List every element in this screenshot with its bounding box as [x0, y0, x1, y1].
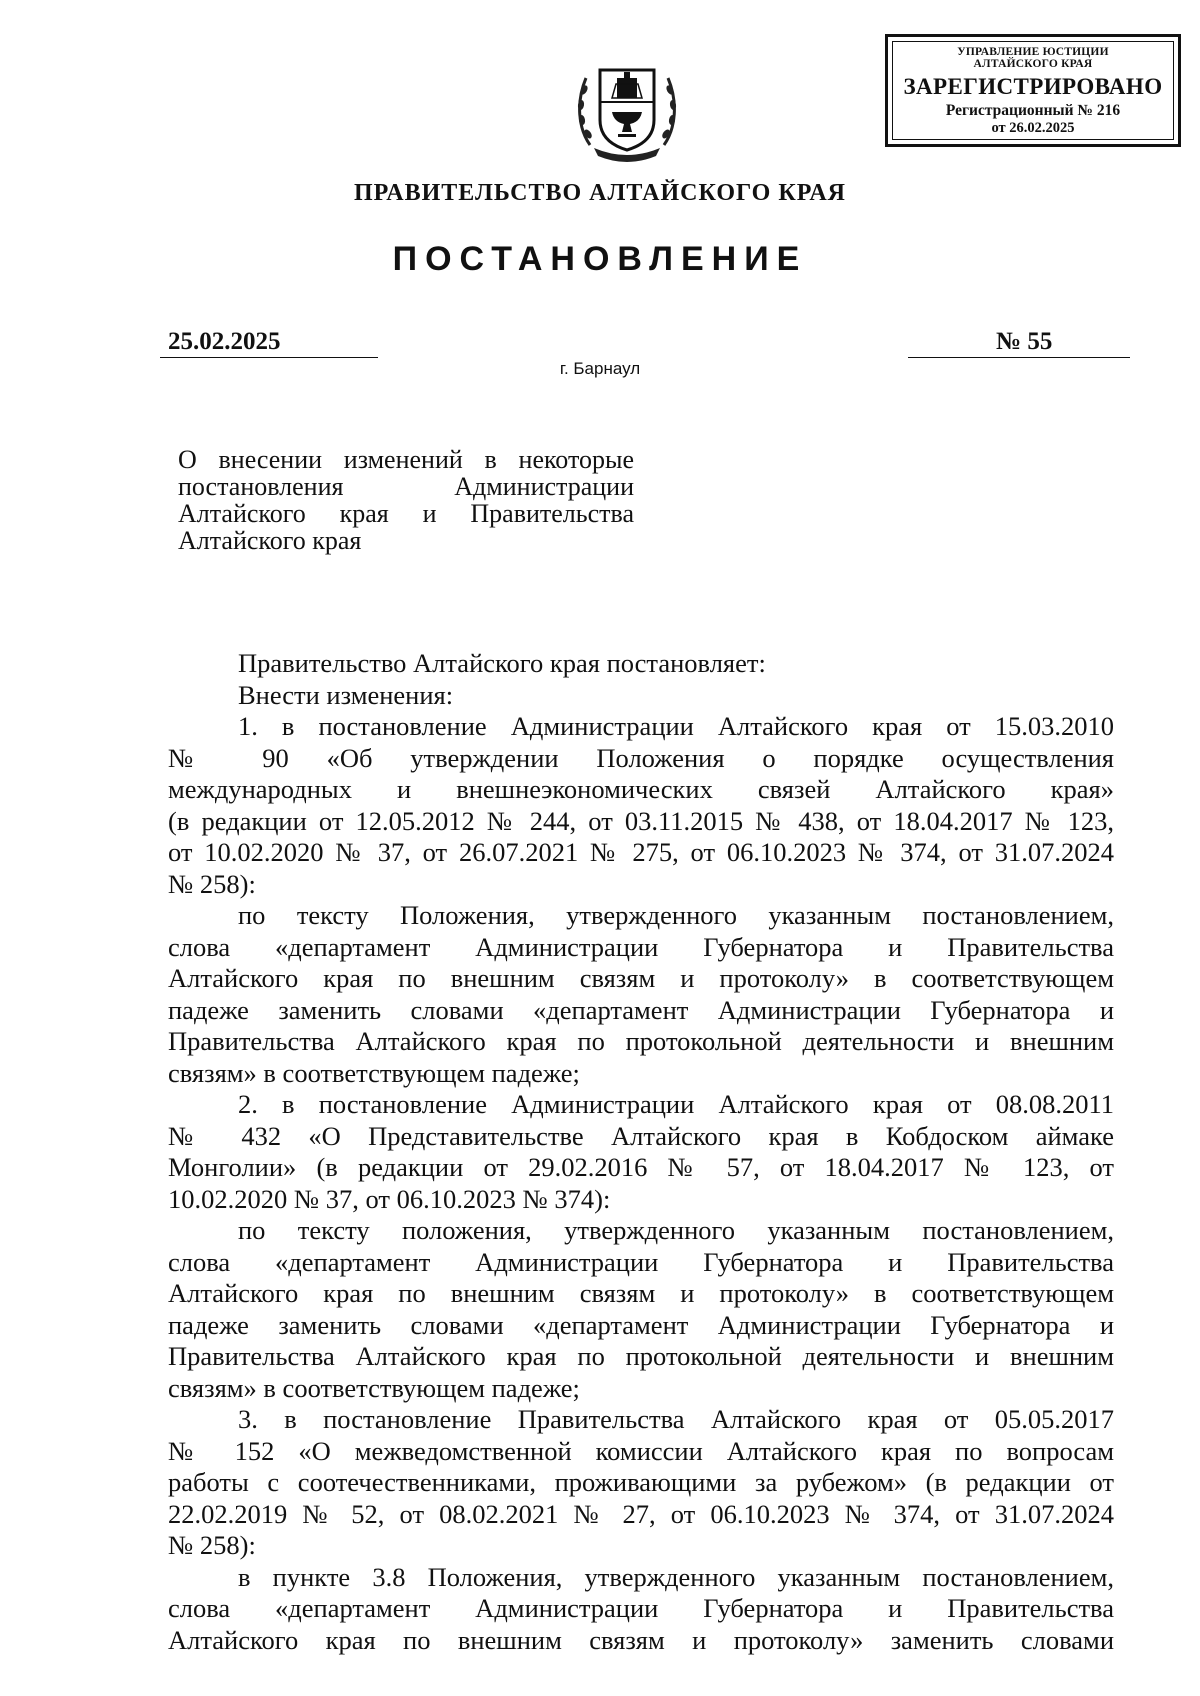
subject-line: Алтайского края [178, 526, 362, 555]
body-line: по тексту положения, утвержденного указанным постановлением, [238, 1215, 1114, 1245]
body-line: от 10.02.2020 № 37, от 26.07.2021 № 275, от 06.10.2023 № 374, от 31.07.2024 [168, 837, 1114, 867]
body-line: № 90 «Об утверждении Положения о порядке осуществления [168, 742, 1114, 773]
body-line: Правительство Алтайского края постановляет: [238, 648, 766, 678]
body-line: Алтайского края по внешним связям и протоколу» в соответствующем [168, 1278, 1114, 1308]
document-subject [178, 446, 634, 554]
body-line: падеже заменить словами «департамент Администрации Губернатора и [168, 1309, 1114, 1340]
body-line: (в редакции от 12.05.2012 № 244, от 03.11.2015 № 438, от 18.04.2017 № 123, [168, 805, 1114, 836]
body-line: Правительства Алтайского края по протокольной деятельности и внешним [168, 1026, 1114, 1056]
subject-line: О внесении изменений в некоторые [178, 445, 634, 474]
stamp-authority-line2: АЛТАЙСКОГО КРАЯ [973, 58, 1093, 70]
date-underline [160, 357, 378, 358]
body-line: слова «департамент Администрации Губернатора и Правительства [168, 1246, 1114, 1277]
body-line: Правительства Алтайского края по протокольной деятельности и внешним [168, 1341, 1114, 1371]
body-line: работы с соотечественниками, проживающими за рубежом» (в редакции от [168, 1467, 1114, 1497]
body-line: № 152 «О межведомственной комиссии Алтайского края по вопросам [168, 1435, 1114, 1466]
organization-title: ПРАВИТЕЛЬСТВО АЛТАЙСКОГО КРАЯ [354, 180, 846, 206]
coat-of-arms-emblem [572, 50, 682, 170]
body-line: в пункте 3.8 Положения, утвержденного указанным постановлением, [238, 1561, 1114, 1592]
body-line: Алтайского края по внешним связям и протоколу» в соответствующем [168, 963, 1114, 993]
number-underline [908, 357, 1130, 358]
body-line: международных и внешнеэкономических связей Алтайского края» [168, 774, 1114, 804]
body-line: падеже заменить словами «департамент Администрации Губернатора и [168, 994, 1114, 1025]
body-line: слова «департамент Администрации Губернатора и Правительства [168, 931, 1114, 962]
document-type-title: ПОСТАНОВЛЕНИЕ [392, 240, 808, 278]
document-body [168, 648, 1114, 1656]
stamp-authority-line1: УПРАВЛЕНИЕ ЮСТИЦИИ [957, 46, 1109, 58]
body-line: 2. в постановление Администрации Алтайского края от 08.08.2011 [238, 1089, 1114, 1119]
body-line: № 258): [168, 1530, 256, 1560]
body-line: 3. в постановление Правительства Алтайского края от 05.05.2017 [238, 1404, 1114, 1434]
body-line: № 258): [168, 868, 256, 899]
stamp-inner-frame [892, 41, 1174, 140]
body-line: Внести изменения: [238, 679, 454, 710]
body-line: 10.02.2020 № 37, от 06.10.2023 № 374): [168, 1183, 611, 1214]
body-line: по тексту Положения, утвержденного указанным постановлением, [238, 900, 1114, 930]
document-number: № 55 [996, 328, 1053, 355]
body-line: связям» в соответствующем падеже; [168, 1372, 580, 1403]
body-line: слова «департамент Администрации Губернатора и Правительства [168, 1593, 1114, 1623]
stamp-reg-number: Регистрационный № 216 [945, 102, 1121, 119]
document-date: 25.02.2025 [168, 328, 281, 355]
stamp-status: ЗАРЕГИСТРИРОВАНО [903, 74, 1163, 99]
subject-line: Алтайского края и Правительства [178, 499, 634, 528]
document-city: г. Барнаул [559, 359, 641, 378]
body-line: Монголии» (в редакции от 29.02.2016 № 57, от 18.04.2017 № 123, от [168, 1152, 1114, 1182]
subject-line: постановления Администрации [178, 472, 634, 501]
body-line: связям» в соответствующем падеже; [168, 1057, 580, 1088]
body-line: № 432 «О Представительстве Алтайского края в Кобдоском аймаке [168, 1120, 1114, 1151]
registration-stamp [885, 34, 1181, 147]
body-line: Алтайского края по внешним связям и протоколу» заменить словами [168, 1624, 1114, 1655]
stamp-reg-date: от 26.02.2025 [991, 120, 1075, 136]
body-line: 1. в постановление Администрации Алтайского края от 15.03.2010 [238, 711, 1114, 741]
body-line: 22.02.2019 № 52, от 08.02.2021 № 27, от 06.10.2023 № 374, от 31.07.2024 [168, 1498, 1114, 1529]
